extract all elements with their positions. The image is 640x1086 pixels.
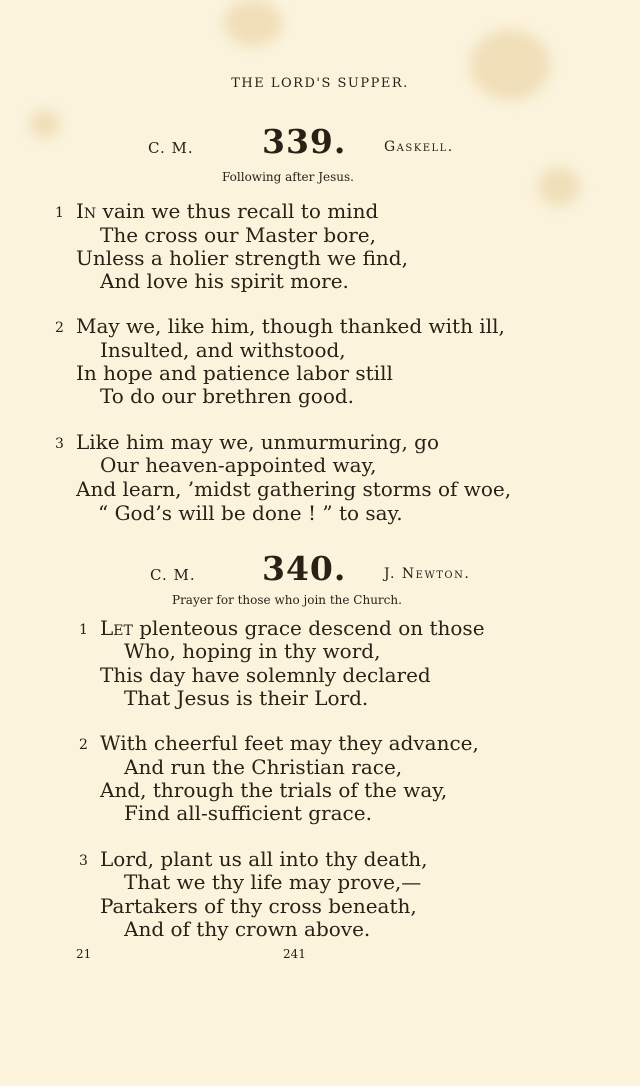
verse-line: Unless a holier strength we find,: [76, 246, 408, 270]
hymn-subtitle: Following after Jesus.: [222, 170, 354, 184]
hymn-meter: C. M.: [150, 566, 196, 584]
verse-line: And, through the trials of the way,: [100, 778, 448, 802]
paper-stain: [538, 168, 580, 206]
verse-line: In vain we thus recall to mind: [76, 199, 379, 223]
verse-line: Let plenteous grace descend on those: [100, 616, 485, 640]
verse-line: Our heaven-appointed way,: [100, 453, 377, 477]
opening-word: In: [76, 199, 97, 223]
verse-line: In hope and patience labor still: [76, 361, 393, 385]
verse-line: That we thy life may prove,—: [124, 870, 422, 894]
opening-word: Let: [100, 616, 133, 640]
verse-number: 2: [55, 320, 64, 336]
verse-line: Lord, plant us all into thy death,: [100, 847, 428, 871]
verse-line: The cross our Master bore,: [100, 223, 376, 247]
verse-line: And love his spirit more.: [100, 269, 349, 293]
verse-line: Who, hoping in thy word,: [124, 639, 381, 663]
verse-number: 1: [55, 205, 64, 221]
verse-number: 3: [79, 853, 88, 869]
hymn-tune: J. Newton.: [384, 566, 471, 582]
verse-line: Insulted, and withstood,: [100, 338, 346, 362]
hymn-number: 339.: [262, 122, 347, 161]
verse-number: 2: [79, 737, 88, 753]
verse-number: 3: [55, 436, 64, 452]
verse-line: Partakers of thy cross beneath,: [100, 894, 417, 918]
verse-line: This day have solemnly declared: [100, 663, 431, 687]
verse-line: Like him may we, unmurmuring, go: [76, 430, 440, 454]
verse-line: May we, like him, though thanked with ill,: [76, 314, 505, 338]
paper-stain: [224, 0, 282, 46]
hymn-subtitle: Prayer for those who join the Church.: [172, 593, 402, 607]
verse-number: 1: [79, 622, 88, 638]
running-head: THE LORD'S SUPPER.: [231, 76, 409, 91]
hymn-meter: C. M.: [148, 139, 194, 157]
paper-stain: [30, 110, 60, 138]
hymn-tune: Gaskell.: [384, 139, 454, 155]
hymn-number: 340.: [262, 549, 347, 588]
verse-line: And of thy crown above.: [124, 917, 371, 941]
verse-line: To do our brethren good.: [100, 384, 355, 408]
verse-line: That Jesus is their Lord.: [124, 686, 369, 710]
verse-line: With cheerful feet may they advance,: [100, 731, 479, 755]
signature-mark: 21: [76, 947, 92, 961]
verse-line: Find all-sufficient grace.: [124, 801, 372, 825]
verse-line: And run the Christian race,: [124, 755, 403, 779]
verse-line: “ God’s will be done ! ” to say.: [98, 501, 403, 525]
page-number: 241: [283, 947, 306, 961]
verse-line: And learn, ’midst gathering storms of woe,: [76, 477, 512, 501]
